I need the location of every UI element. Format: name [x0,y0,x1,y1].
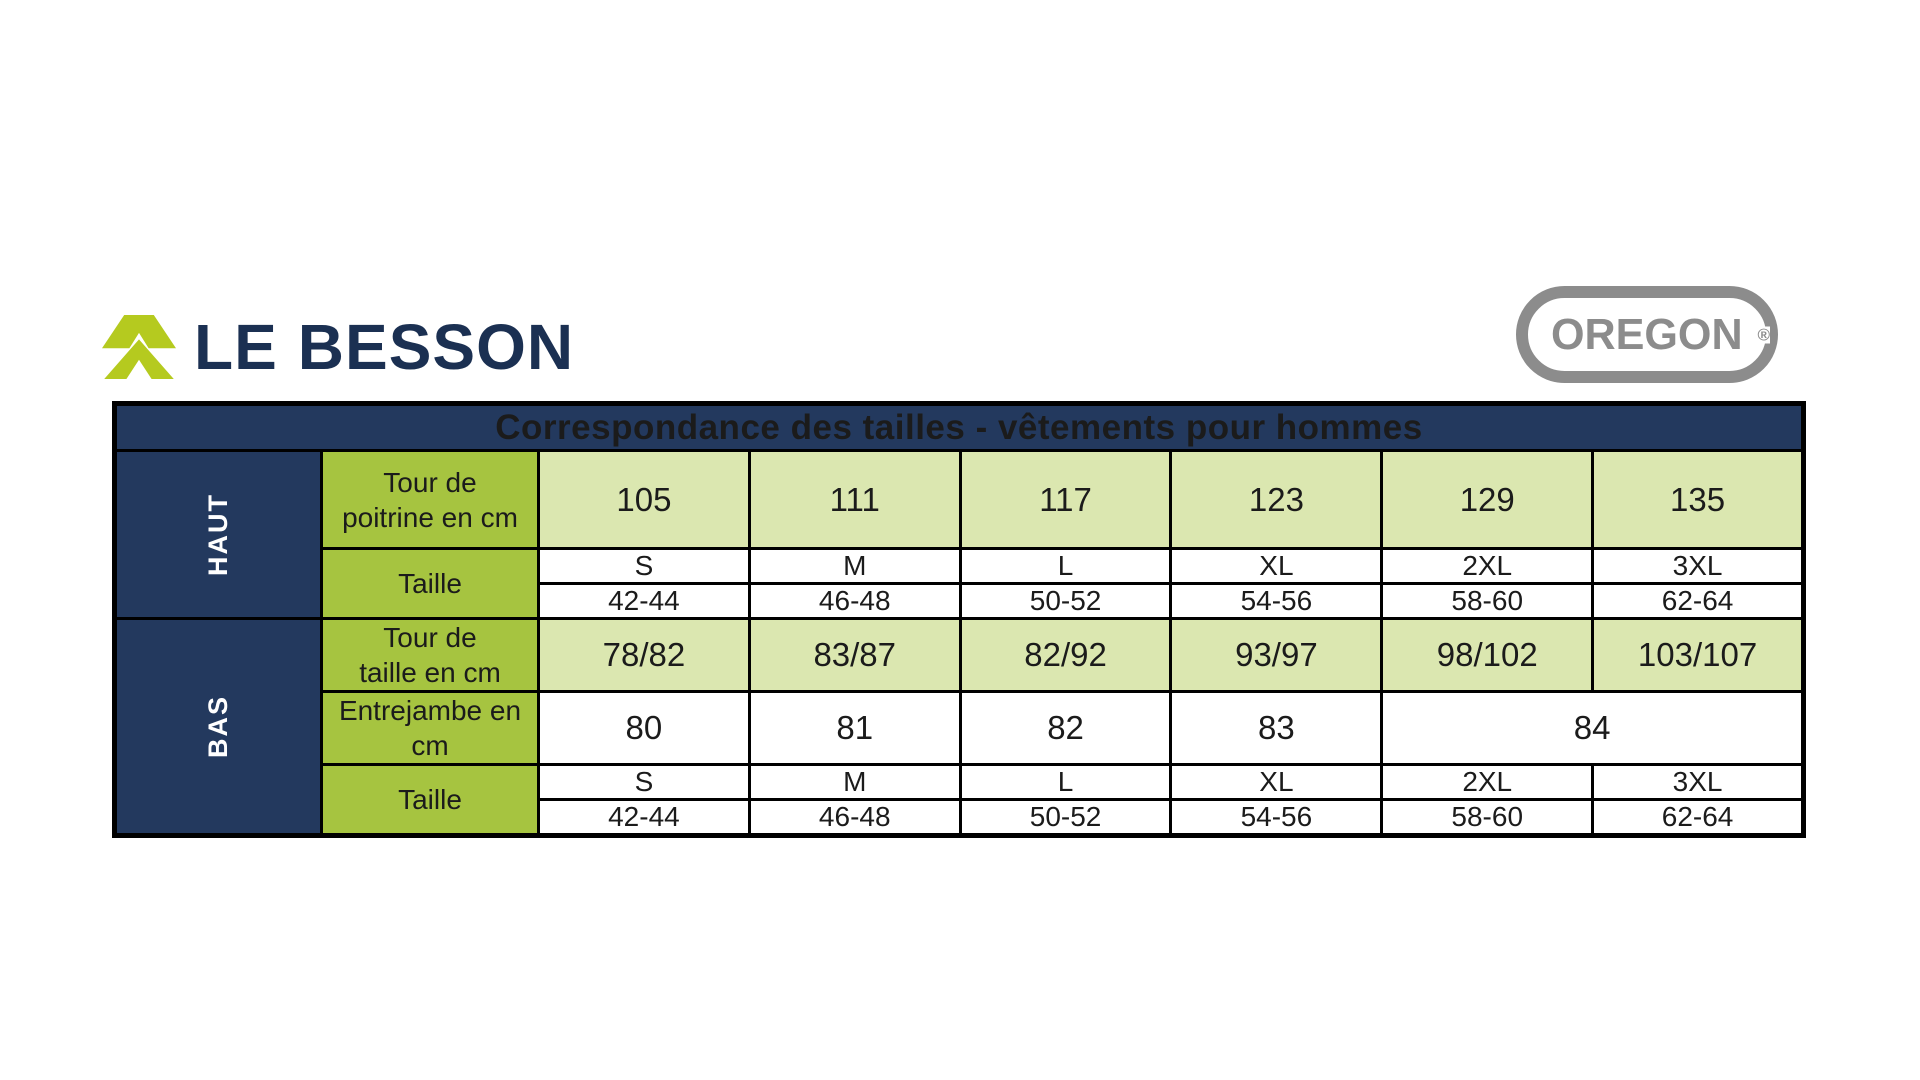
size-cell: 2XL [1382,765,1593,800]
size-cell: L [960,549,1171,584]
size-chart-table [112,401,1806,838]
size-number-cell: 62-64 [1593,800,1804,836]
waist-value-cell: 98/102 [1382,619,1593,692]
chest-value-cell: 123 [1171,451,1382,549]
table-title-row [115,404,1804,451]
chest-value-cell: 105 [539,451,750,549]
section-label-haut: HAUT [115,451,322,619]
inseam-value-cell: 80 [539,692,750,765]
inseam-row [115,692,1804,765]
waist-value-cell: 103/107 [1593,619,1804,692]
chest-header-line2: poitrine en cm [342,501,518,533]
inseam-header-line1: Entrejambe en [338,695,522,726]
size-cell: 3XL [1593,549,1804,584]
chest-value-cell: 111 [749,451,960,549]
inseam-value-cell: 82 [960,692,1171,765]
size-cell: 3XL [1593,765,1804,800]
size-number-cell: 46-48 [749,800,960,836]
size-cell: M [749,549,960,584]
lebesson-logo [102,312,574,382]
inseam-value-cell: 83 [1171,692,1382,765]
lebesson-word-besson: BESSON [297,311,575,383]
size-cell: XL [1171,765,1382,800]
waist-value-cell: 93/97 [1171,619,1382,692]
chest-value-cell: 135 [1593,451,1804,549]
chest-value-cell: 129 [1382,451,1593,549]
oregon-logo [1516,286,1778,383]
oregon-wordmark: OREGON [1551,309,1743,359]
inseam-value-cell: 81 [749,692,960,765]
size-number-cell: 42-44 [539,584,750,619]
size-number-cell: 42-44 [539,800,750,836]
chest-row [115,451,1804,549]
haut-size-row [115,549,1804,584]
registered-trademark-icon: ® [1757,325,1770,344]
size-cell: L [960,765,1171,800]
size-cell: XL [1171,549,1382,584]
waist-value-cell: 82/92 [960,619,1171,692]
waist-value-cell: 78/82 [539,619,750,692]
table-title: Correspondance des tailles - vêtements pour hommes [115,404,1804,451]
chest-value-cell: 117 [960,451,1171,549]
size-number-cell: 50-52 [960,584,1171,619]
size-cell: M [749,765,960,800]
size-cell: S [539,549,750,584]
size-cell: S [539,765,750,800]
waist-value-cell: 83/87 [749,619,960,692]
inseam-header-cell [322,692,539,765]
lebesson-word-le: LE [194,311,278,383]
inseam-merged-value-cell: 84 [1382,692,1804,765]
lebesson-chevron-icon [102,315,176,379]
waist-header-line1: Tour de [383,622,477,653]
size-number-cell: 62-64 [1593,584,1804,619]
size-cell: 2XL [1382,549,1593,584]
bas-size-row [115,765,1804,800]
haut-taille-header-cell: Taille [322,549,539,619]
size-number-cell: 50-52 [960,800,1171,836]
waist-header-line2: taille en cm [359,657,501,688]
size-number-cell: 58-60 [1382,800,1593,836]
size-number-cell: 58-60 [1382,584,1593,619]
waist-row [115,619,1804,692]
inseam-header-line2: cm [411,730,449,761]
chest-header-line1: Tour de [383,466,477,498]
size-number-cell: 54-56 [1171,800,1382,836]
size-number-cell: 46-48 [749,584,960,619]
bas-taille-header-cell: Taille [322,765,539,836]
size-number-cell: 54-56 [1171,584,1382,619]
waist-header-cell [322,619,539,692]
lebesson-wordmark [194,311,575,383]
section-label-bas: BAS [115,619,322,836]
chest-header-cell [322,451,539,549]
